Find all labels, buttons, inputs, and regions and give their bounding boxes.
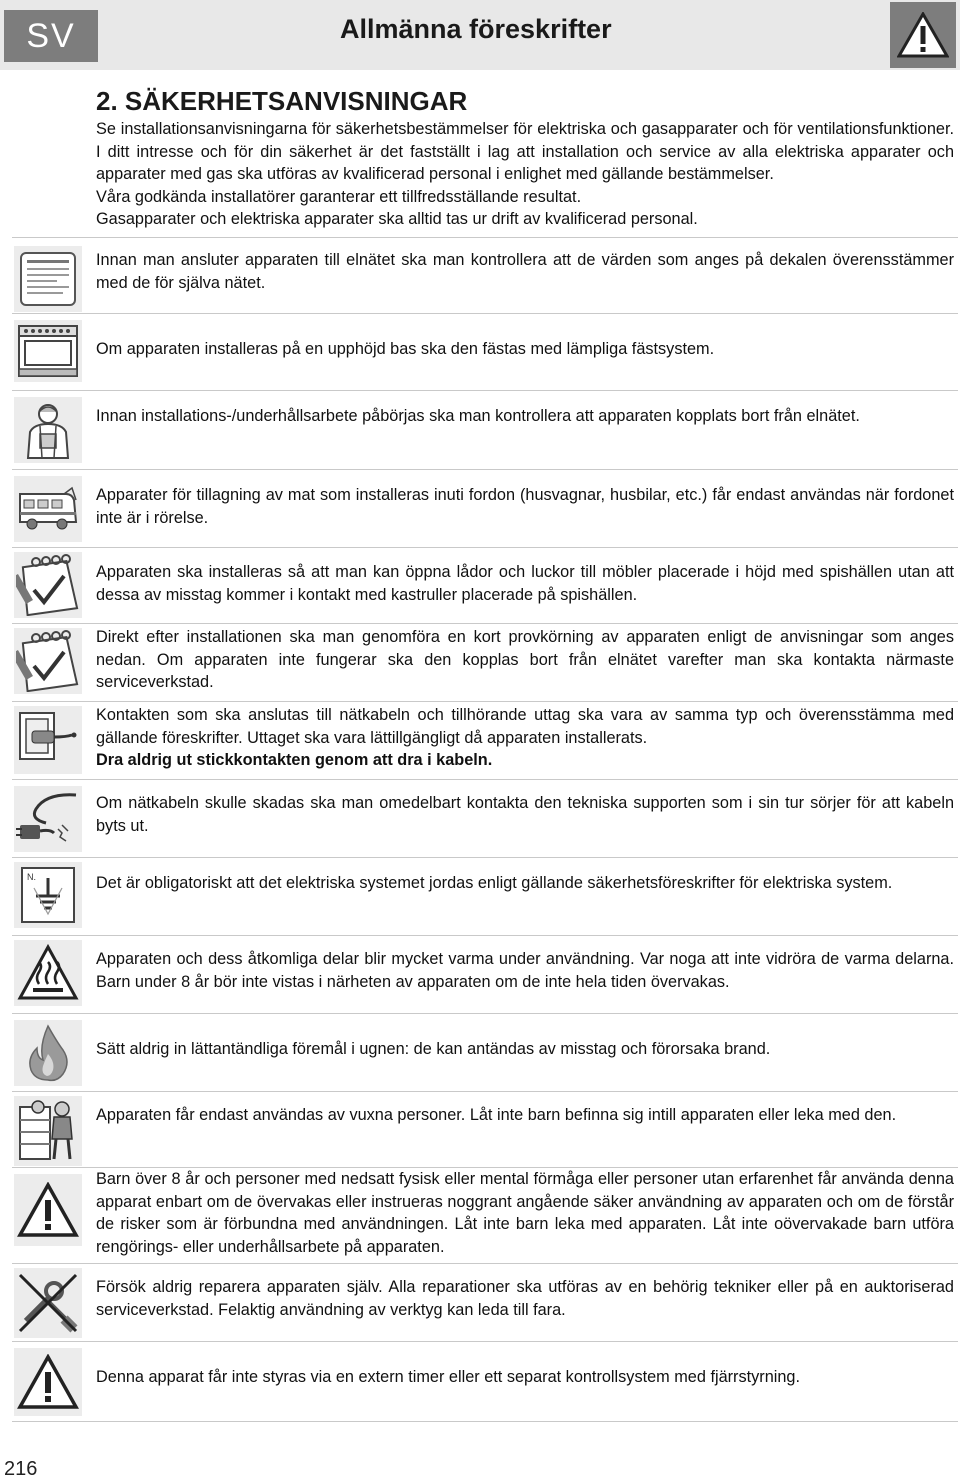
item-text: Barn över 8 år och personer med nedsatt fysisk eller mental förmåga eller personer utan erfarenhet får använda denna apparat enbart om de övervakas eller instrueras noggrant angående säker användning av apparaten och om de förstår de risker som är förbundna med användningen. Låt inte barn leka med apparaten. Låt inte oövervakade barn utföra rengörings- eller underhållsarbete på apparaten. xyxy=(96,1170,954,1256)
damaged-cable-icon xyxy=(14,786,82,852)
safety-item xyxy=(12,623,958,700)
safety-item xyxy=(12,547,958,624)
item-paragraph: Kontakten som ska anslutas till nätkabeln och tillhörande uttag ska vara av samma typ och överensstämma med gällande föreskrifter. Uttaget ska vara lättillgängligt då apparaten installerats. xyxy=(96,706,954,747)
checklist-icon xyxy=(14,552,82,618)
item-text xyxy=(96,704,954,772)
safety-item xyxy=(12,1341,958,1422)
safety-item xyxy=(12,1263,958,1342)
intro-text xyxy=(96,118,954,231)
flame-icon xyxy=(14,1020,82,1086)
ground-icon xyxy=(14,862,82,928)
safety-item xyxy=(12,935,958,1012)
item-text: Sätt aldrig in lättantändliga föremål i ugnen: de kan antändas av misstag och förorsaka brand. xyxy=(96,1040,771,1058)
hot-surface-icon xyxy=(14,940,82,1006)
safety-item xyxy=(12,1167,958,1264)
safety-item xyxy=(12,313,958,388)
safety-item xyxy=(12,1091,958,1168)
item-text: Försök aldrig reparera apparaten själv. Alla reparationer ska utföras av en behörig tekniker eller på en auktoriserad serviceverkstad. Felaktig användning av verktyg kan leda till fara. xyxy=(96,1278,954,1319)
header-title: Allmänna föreskrifter xyxy=(340,14,612,44)
checklist-icon xyxy=(14,628,82,694)
page-number: 216 xyxy=(4,1458,38,1480)
page-header xyxy=(0,0,960,70)
item-text: Apparater för tillagning av mat som installeras inuti fordon (husvagnar, husbilar, etc.) får endast användas när fordonet inte är i rörelse. xyxy=(96,486,954,527)
safety-item xyxy=(12,779,958,856)
item-text: Om apparaten installeras på en upphöjd bas ska den fästas med lämpliga fästsystem. xyxy=(96,340,715,358)
children-icon xyxy=(14,1096,82,1166)
safety-item xyxy=(12,469,958,546)
item-text: Apparaten ska installeras så att man kan öppna lådor och luckor till möbler placerade i höjd med spishällen utan att dessa av misstag kommer i kontakt med kastruller placerade på spishällen. xyxy=(96,563,954,604)
language-badge xyxy=(4,10,98,62)
wall-socket-icon xyxy=(14,706,82,774)
item-warning-bold: Dra aldrig ut stickkontakten genom att dra i kabeln. xyxy=(96,751,493,770)
item-text: Apparaten får endast användas av vuxna personer. Låt inte barn befinna sig intill apparaten eller leka med den. xyxy=(96,1106,897,1124)
warning-icon xyxy=(14,1174,82,1246)
safety-item xyxy=(12,701,958,778)
intro-paragraph: Gasapparater och elektriska apparater ska alltid tas ur drift av kvalificerad personal. xyxy=(96,210,698,229)
caravan-icon xyxy=(14,476,82,542)
safety-item xyxy=(12,237,958,314)
item-text: Denna apparat får inte styras via en extern timer eller ett separat kontrollsystem med fjärrstyrning. xyxy=(96,1368,801,1386)
safety-item xyxy=(12,857,958,934)
no-tools-icon xyxy=(14,1268,82,1338)
section-title: 2. SÄKERHETSANVISNINGAR xyxy=(96,86,468,116)
rating-label-icon xyxy=(14,246,82,312)
intro-paragraph: Våra godkända installatörer garanterar ett tillfredsställande resultat. xyxy=(96,187,582,206)
language-code: SV xyxy=(26,16,76,55)
cooker-icon xyxy=(14,320,82,382)
divider xyxy=(12,1421,958,1422)
technician-icon xyxy=(14,397,82,463)
item-text: Det är obligatoriskt att det elektriska systemet jordas enligt gällande säkerhetsföreskrifter för elektriska system. xyxy=(96,874,893,892)
header-warning-icon xyxy=(890,2,956,68)
intro-paragraph: Se installationsanvisningarna för säkerhetsbestämmelser för elektriska och gasapparater och för ventilationsfunktioner. I ditt intresse och för din säkerhet är det fastställt i lag att installation och service av alla elektriska apparater och apparater med gas ska utföras av kvalificerad personal i enlighet med gällande bestämmelser. xyxy=(96,120,954,184)
item-text: Direkt efter installationen ska man genomföra en kort provkörning av apparaten enligt de anvisningar som anges nedan. Om apparaten inte fungerar ska den kopplas bort från elnätet varefter man ska kontakta närmaste serviceverkstad. xyxy=(96,628,954,692)
safety-item xyxy=(12,1013,958,1090)
item-text: Om nätkabeln skulle skadas ska man omedelbart kontakta den tekniska supporten som i sin tur sörjer för att kabeln byts ut. xyxy=(96,794,954,835)
item-text: Innan installations-/underhållsarbete påbörjas ska man kontrollera att apparaten kopplats bort från elnätet. xyxy=(96,407,860,425)
item-text: Apparaten och dess åtkomliga delar blir mycket varma under användning. Var noga att inte vidröra de varma delarna. Barn under 8 år bör inte vistas i närheten av apparaten om de inte hela tiden övervakas. xyxy=(96,950,954,991)
warning-icon xyxy=(14,1348,82,1416)
safety-item xyxy=(12,390,958,467)
item-text: Innan man ansluter apparaten till elnätet ska man kontrollera att de värden som anges på dekalen överensstämmer med de för själva nätet. xyxy=(96,251,954,292)
svg-text:N.: N. xyxy=(27,872,36,882)
